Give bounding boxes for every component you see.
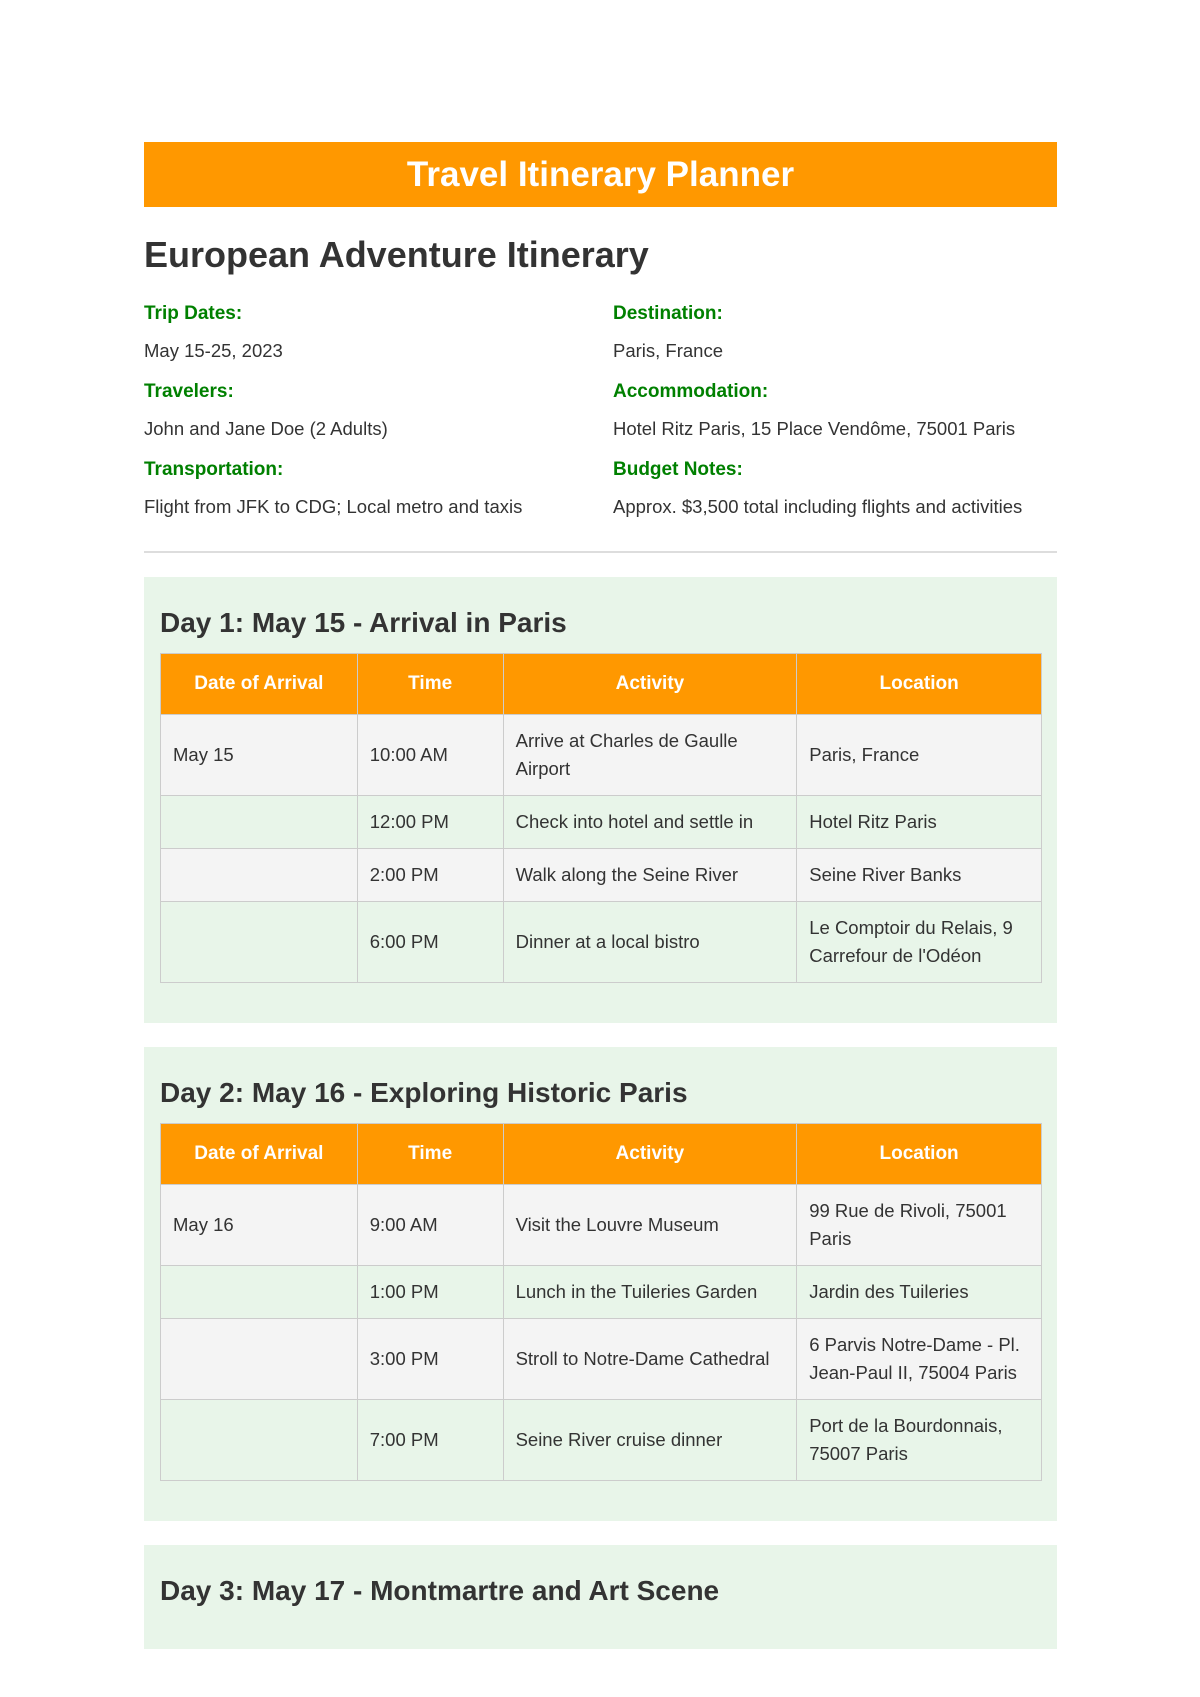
table-cell-activity: Walk along the Seine River (503, 849, 797, 902)
info-label: Travelers: (144, 381, 234, 402)
table-row (161, 796, 1042, 849)
table-cell-time: 2:00 PM (357, 849, 503, 902)
info-value: Flight from JFK to CDG; Local metro and taxis (144, 496, 523, 517)
column-header: Location (797, 654, 1042, 715)
day-schedule-table (160, 653, 1042, 983)
column-header: Activity (503, 654, 797, 715)
trip-info-grid (144, 301, 1057, 535)
itinerary-page (144, 142, 1057, 1673)
table-cell-location: Paris, France (797, 715, 1042, 796)
table-cell-time: 9:00 AM (357, 1185, 503, 1266)
table-cell-location: Le Comptoir du Relais, 9 Carrefour de l'Odéon (797, 902, 1042, 983)
table-cell-activity: Lunch in the Tuileries Garden (503, 1266, 797, 1319)
column-header: Time (357, 1124, 503, 1185)
table-row (161, 1400, 1042, 1481)
table-cell-time: 3:00 PM (357, 1319, 503, 1400)
table-cell-activity: Dinner at a local bistro (503, 902, 797, 983)
table-row (161, 1319, 1042, 1400)
table-header-row (161, 654, 1042, 715)
table-cell-date-of-arrival (161, 1400, 358, 1481)
info-value: May 15-25, 2023 (144, 340, 283, 361)
table-cell-location: Seine River Banks (797, 849, 1042, 902)
info-item-budget-notes (613, 457, 1057, 521)
column-header: Activity (503, 1124, 797, 1185)
info-item-transportation (144, 457, 613, 521)
day-heading: Day 1: May 15 - Arrival in Paris (160, 607, 567, 638)
column-header: Date of Arrival (161, 1124, 358, 1185)
days-list (144, 577, 1057, 1649)
info-item-destination (613, 301, 1057, 365)
info-value: Paris, France (613, 340, 724, 361)
table-cell-location: Port de la Bourdonnais, 75007 Paris (797, 1400, 1042, 1481)
column-header: Time (357, 654, 503, 715)
table-cell-date-of-arrival (161, 1266, 358, 1319)
table-row (161, 1185, 1042, 1266)
table-row (161, 849, 1042, 902)
table-cell-location: Hotel Ritz Paris (797, 796, 1042, 849)
table-cell-date-of-arrival: May 16 (161, 1185, 358, 1266)
day-heading: Day 3: May 17 - Montmartre and Art Scene (160, 1575, 720, 1606)
column-header: Date of Arrival (161, 654, 358, 715)
day-schedule-table (160, 1123, 1042, 1481)
info-value: Approx. $3,500 total including flights and activities (613, 496, 1023, 517)
table-cell-time: 7:00 PM (357, 1400, 503, 1481)
page-banner: Travel Itinerary Planner (144, 142, 1057, 207)
info-label: Accommodation: (613, 381, 769, 402)
table-cell-date-of-arrival (161, 1319, 358, 1400)
trip-title: European Adventure Itinerary (144, 234, 649, 275)
info-label: Budget Notes: (613, 459, 743, 480)
table-row (161, 902, 1042, 983)
table-row (161, 1266, 1042, 1319)
table-cell-time: 1:00 PM (357, 1266, 503, 1319)
table-cell-location: 6 Parvis Notre-Dame - Pl. Jean-Paul II, 75004 Paris (797, 1319, 1042, 1400)
table-cell-time: 6:00 PM (357, 902, 503, 983)
table-header-row (161, 1124, 1042, 1185)
info-value: Hotel Ritz Paris, 15 Place Vendôme, 75001 Paris (613, 418, 1016, 439)
info-item-trip-dates (144, 301, 613, 365)
day-section (144, 1047, 1057, 1521)
table-cell-time: 12:00 PM (357, 796, 503, 849)
info-label: Destination: (613, 303, 723, 324)
day-section (144, 577, 1057, 1023)
info-item-travelers (144, 379, 613, 443)
table-cell-activity: Visit the Louvre Museum (503, 1185, 797, 1266)
column-header: Location (797, 1124, 1042, 1185)
info-item-accommodation (613, 379, 1057, 443)
table-cell-activity: Seine River cruise dinner (503, 1400, 797, 1481)
table-cell-date-of-arrival (161, 902, 358, 983)
table-cell-activity: Arrive at Charles de Gaulle Airport (503, 715, 797, 796)
table-cell-location: 99 Rue de Rivoli, 75001 Paris (797, 1185, 1042, 1266)
info-label: Transportation: (144, 459, 284, 480)
day-section (144, 1545, 1057, 1649)
table-cell-date-of-arrival (161, 796, 358, 849)
table-cell-activity: Check into hotel and settle in (503, 796, 797, 849)
divider (144, 551, 1057, 553)
table-cell-time: 10:00 AM (357, 715, 503, 796)
table-cell-activity: Stroll to Notre-Dame Cathedral (503, 1319, 797, 1400)
info-label: Trip Dates: (144, 303, 243, 324)
table-cell-location: Jardin des Tuileries (797, 1266, 1042, 1319)
info-value: John and Jane Doe (2 Adults) (144, 418, 388, 439)
day-heading: Day 2: May 16 - Exploring Historic Paris (160, 1077, 688, 1108)
table-cell-date-of-arrival: May 15 (161, 715, 358, 796)
table-row (161, 715, 1042, 796)
table-cell-date-of-arrival (161, 849, 358, 902)
